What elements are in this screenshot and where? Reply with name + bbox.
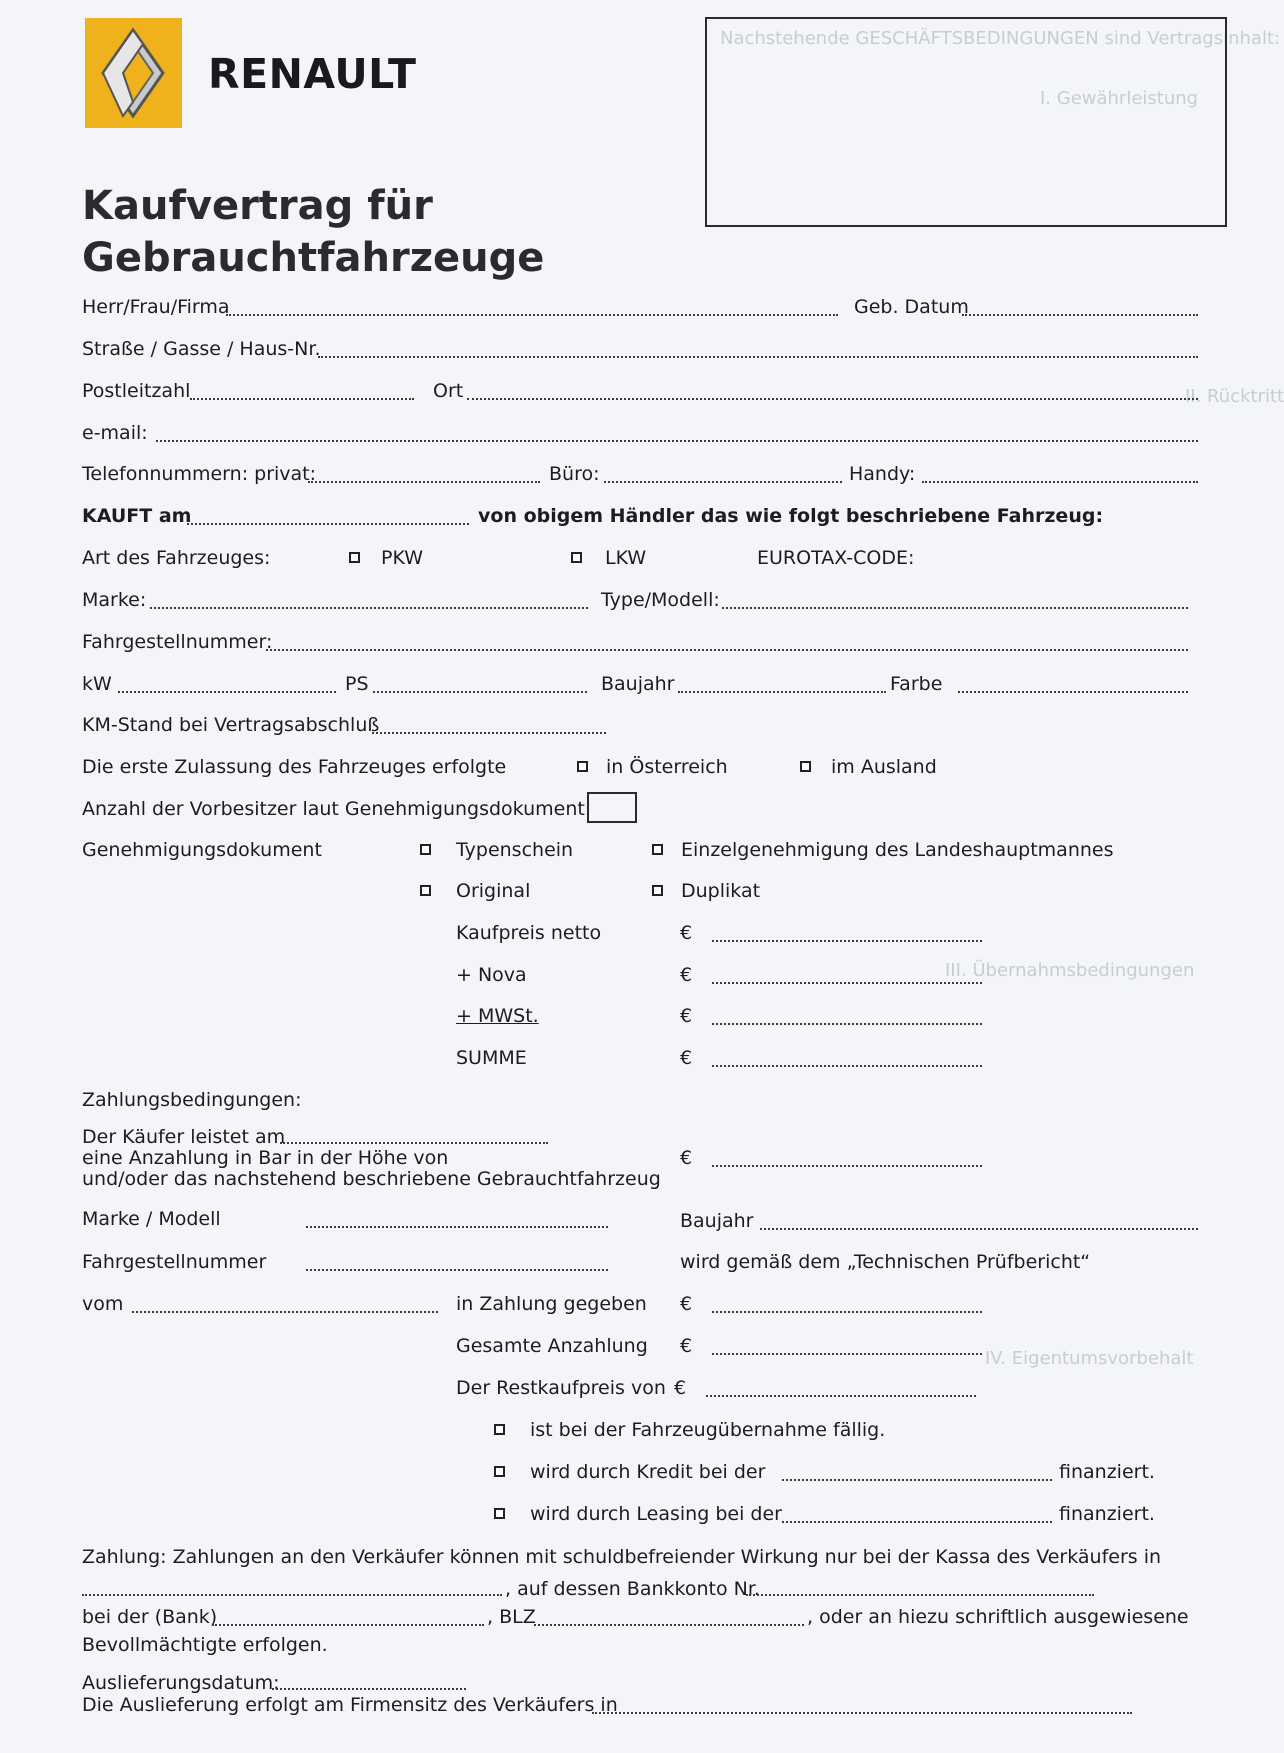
birth-date-field[interactable] — [962, 314, 1198, 316]
model-label: Type/Modell: — [601, 589, 720, 611]
vin-field[interactable] — [266, 649, 1188, 651]
trade-in-vehicle-label: und/oder das nachstehend beschriebene Gebrauchtfahrzeug — [82, 1168, 661, 1190]
cash-office-location-field[interactable] — [82, 1594, 502, 1596]
einzelgenehmigung-label: Einzelgenehmigung des Landeshauptmannes — [681, 839, 1114, 861]
euro-sign: € — [680, 1047, 693, 1069]
vat-field[interactable] — [712, 1023, 982, 1025]
original-label: Original — [456, 880, 531, 902]
delivery-date-field[interactable] — [272, 1688, 466, 1690]
sum-field[interactable] — [712, 1065, 982, 1067]
authorized-label: , oder an hiezu schriftlich ausgewiesene — [807, 1606, 1189, 1628]
inspection-report-label: wird gemäß dem „Technischen Prüfbericht“ — [680, 1251, 1091, 1273]
bank-account-field[interactable] — [746, 1594, 1094, 1596]
delivery-place-label: Die Auslieferung erfolgt am Firmensitz des Verkäufers in — [82, 1694, 618, 1716]
email-label: e-mail: — [82, 422, 148, 444]
leasing-checkbox[interactable] — [494, 1508, 505, 1519]
year-field[interactable] — [678, 691, 886, 693]
typenschein-checkbox[interactable] — [420, 844, 431, 855]
abroad-label: im Ausland — [831, 756, 937, 778]
previous-owners-label: Anzahl der Vorbesitzer laut Genehmigungsdokument — [82, 798, 585, 820]
original-checkbox[interactable] — [420, 885, 431, 896]
kw-field[interactable] — [118, 691, 336, 693]
euro-sign: € — [680, 1293, 693, 1315]
renault-logo — [85, 18, 182, 128]
net-price-label: Kaufpreis netto — [456, 922, 602, 944]
name-field[interactable] — [226, 314, 838, 316]
remaining-price-field[interactable] — [706, 1395, 976, 1397]
lkw-checkbox[interactable] — [571, 552, 582, 563]
color-label: Farbe — [890, 673, 943, 695]
reverse-side-section-2: II. Rücktritt — [1185, 386, 1284, 407]
purchase-date-field[interactable] — [187, 523, 469, 525]
phone-mobile-label: Handy: — [849, 463, 916, 485]
ps-field[interactable] — [373, 691, 587, 693]
name-label: Herr/Frau/Firma — [82, 296, 230, 318]
phone-office-field[interactable] — [604, 481, 842, 483]
due-on-handover-label: ist bei der Fahrzeugübernahme fällig. — [530, 1419, 886, 1441]
credit-checkbox[interactable] — [494, 1466, 505, 1477]
euro-sign: € — [680, 922, 693, 944]
bank-name-field[interactable] — [212, 1624, 484, 1626]
net-price-field[interactable] — [712, 940, 982, 942]
bank-account-label: , auf dessen Bankkonto Nr. — [505, 1578, 760, 1600]
leasing-financed-label: finanziert. — [1059, 1503, 1155, 1525]
abroad-checkbox[interactable] — [800, 761, 811, 772]
title-line-1: Kaufvertrag für — [82, 183, 433, 229]
buys-on-label: KAUFT am — [82, 505, 192, 527]
street-field[interactable] — [318, 356, 1198, 358]
vin-label: Fahrgestellnummer: — [82, 631, 273, 653]
street-label: Straße / Gasse / Haus-Nr. — [82, 338, 321, 360]
euro-sign: € — [680, 1005, 693, 1027]
typenschein-label: Typenschein — [456, 839, 574, 861]
einzelgenehmigung-checkbox[interactable] — [652, 844, 663, 855]
down-payment-date-label: Der Käufer leistet am — [82, 1126, 286, 1148]
total-down-payment-label: Gesamte Anzahlung — [456, 1335, 648, 1357]
reverse-side-section-4: IV. Eigentumsvorbehalt — [985, 1348, 1194, 1369]
reverse-side-section-3: III. Übernahmsbedingungen — [945, 960, 1195, 981]
down-payment-amount-field[interactable] — [712, 1165, 982, 1167]
credit-label: wird durch Kredit bei der — [530, 1461, 766, 1483]
credit-bank-field[interactable] — [782, 1479, 1052, 1481]
reverse-side-section-1: I. Gewährleistung — [1040, 88, 1199, 109]
model-field[interactable] — [722, 607, 1188, 609]
credit-financed-label: finanziert. — [1059, 1461, 1155, 1483]
payment-terms-label: Zahlungsbedingungen: — [82, 1089, 302, 1111]
delivery-date-label: Auslieferungsdatum: — [82, 1672, 280, 1694]
birth-date-label: Geb. Datum — [854, 296, 969, 318]
duplikat-checkbox[interactable] — [652, 885, 663, 896]
down-payment-date-field[interactable] — [280, 1142, 548, 1144]
trade-in-make-model-field[interactable] — [306, 1226, 608, 1228]
payment-clause-line-1: Zahlung: Zahlungen an den Verkäufer können mit schuldbefreiender Wirkung nur bei der Kassa des Verkäufers in — [82, 1546, 1162, 1568]
nova-label: + Nova — [456, 964, 527, 986]
renault-diamond-icon — [85, 18, 182, 128]
trade-in-vin-label: Fahrgestellnummer — [82, 1251, 267, 1273]
trade-in-year-label: Baujahr — [680, 1210, 754, 1232]
brand-name: RENAULT — [208, 50, 417, 98]
trade-in-vin-field[interactable] — [306, 1269, 608, 1271]
make-field[interactable] — [150, 607, 588, 609]
euro-sign: € — [680, 1147, 693, 1169]
nova-field[interactable] — [712, 982, 982, 984]
phone-private-field[interactable] — [308, 481, 540, 483]
blz-label: , BLZ — [487, 1606, 536, 1628]
title-line-2: Gebrauchtfahrzeuge — [82, 235, 545, 281]
previous-owners-box[interactable] — [587, 792, 637, 823]
euro-sign: € — [680, 1335, 693, 1357]
delivery-place-field[interactable] — [592, 1712, 1132, 1714]
pkw-label: PKW — [381, 547, 424, 569]
email-field[interactable] — [156, 440, 1198, 442]
euro-sign: € — [680, 964, 693, 986]
km-field[interactable] — [372, 732, 606, 734]
bank-name-label: bei der (Bank) — [82, 1606, 218, 1628]
remaining-price-label: Der Restkaufpreis von — [456, 1377, 666, 1399]
duplikat-label: Duplikat — [681, 880, 761, 902]
blz-field[interactable] — [534, 1624, 804, 1626]
trade-in-make-model-label: Marke / Modell — [82, 1208, 221, 1230]
km-label: KM-Stand bei Vertragsabschluß — [82, 714, 380, 736]
permit-document-label: Genehmigungsdokument — [82, 839, 322, 861]
trade-in-year-field[interactable] — [760, 1228, 1198, 1230]
total-down-payment-field[interactable] — [712, 1353, 982, 1355]
phone-office-label: Büro: — [549, 463, 600, 485]
zip-field[interactable] — [190, 398, 414, 400]
sum-label: SUMME — [456, 1047, 527, 1069]
zip-label: Postleitzahl — [82, 380, 191, 402]
buys-description: von obigem Händler das wie folgt beschriebene Fahrzeug: — [478, 505, 1104, 527]
leasing-label: wird durch Leasing bei der — [530, 1503, 782, 1525]
trade-in-value-field[interactable] — [712, 1311, 982, 1313]
dealer-stamp-box[interactable] — [705, 17, 1227, 227]
payment-clause-line-4: Bevollmächtigte erfolgen. — [82, 1634, 328, 1656]
trade-in-from-label: vom — [82, 1293, 124, 1315]
leasing-company-field[interactable] — [782, 1521, 1052, 1523]
vehicle-type-label: Art des Fahrzeuges: — [82, 547, 271, 569]
trade-in-from-field[interactable] — [132, 1311, 438, 1313]
due-on-handover-checkbox[interactable] — [494, 1424, 505, 1435]
city-field[interactable] — [467, 398, 1198, 400]
austria-checkbox[interactable] — [577, 761, 588, 772]
phone-private-label: Telefonnummern: privat: — [82, 463, 317, 485]
reverse-side-header: Nachstehende GESCHÄFTSBEDINGUNGEN sind Vertragsinhalt: — [720, 28, 1281, 49]
euro-sign: € — [674, 1377, 687, 1399]
color-field[interactable] — [958, 691, 1188, 693]
page-title — [82, 180, 544, 284]
phone-mobile-field[interactable] — [922, 481, 1198, 483]
city-label: Ort — [433, 380, 464, 402]
lkw-label: LKW — [605, 547, 647, 569]
ps-label: PS — [345, 673, 369, 695]
pkw-checkbox[interactable] — [349, 552, 360, 563]
eurotax-code-label: EUROTAX-CODE: — [757, 547, 915, 569]
down-payment-cash-label: eine Anzahlung in Bar in der Höhe von — [82, 1147, 449, 1169]
year-label: Baujahr — [601, 673, 675, 695]
austria-label: in Österreich — [606, 756, 728, 778]
vat-label: + MWSt. — [456, 1005, 539, 1027]
trade-in-given-label: in Zahlung gegeben — [456, 1293, 647, 1315]
make-label: Marke: — [82, 589, 147, 611]
kw-label: kW — [82, 673, 112, 695]
first-registration-label: Die erste Zulassung des Fahrzeuges erfolgte — [82, 756, 507, 778]
